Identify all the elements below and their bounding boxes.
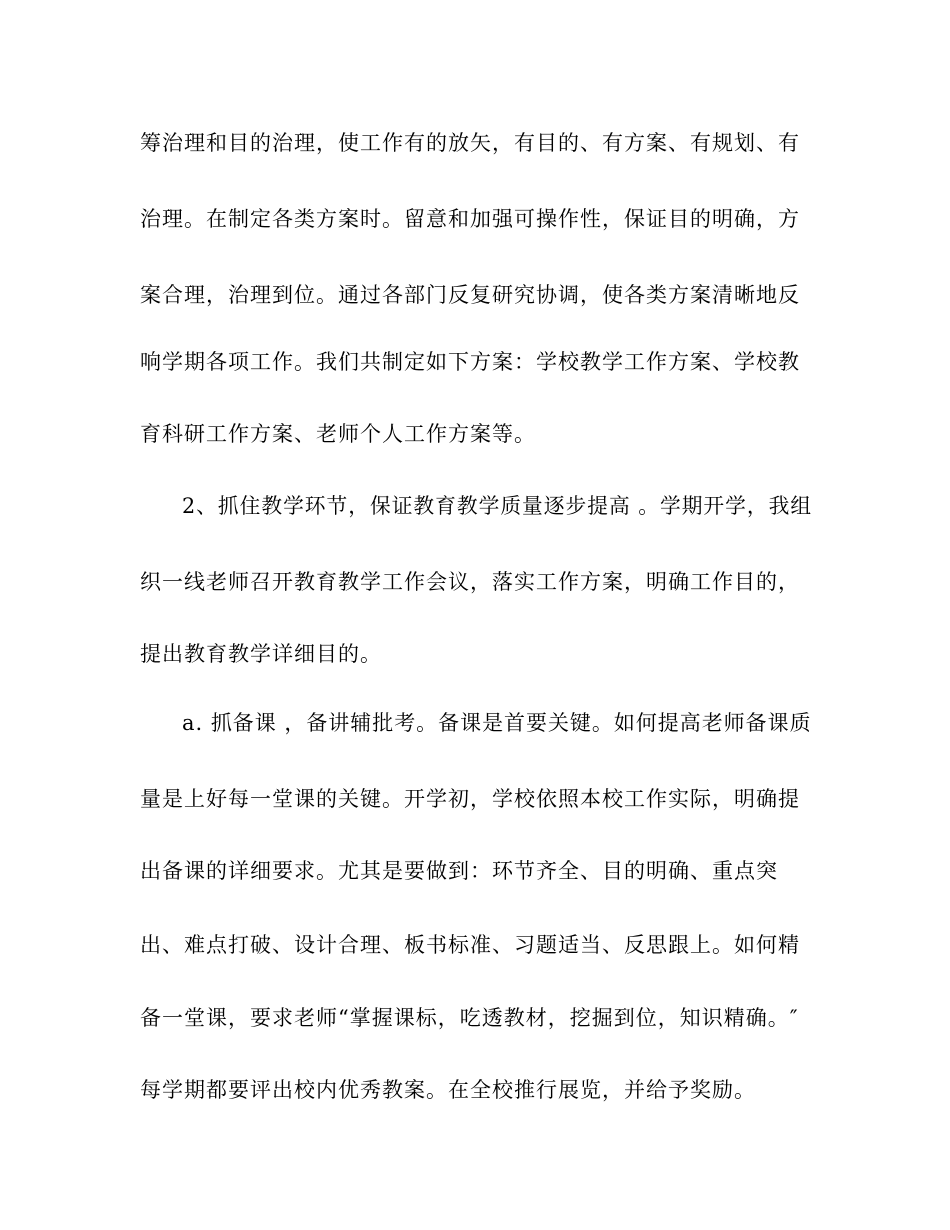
text-line-12: 出、难点打破、设计合理、板书标准、习题适当、反思跟上。如何精	[140, 933, 800, 957]
text-line-9-indented: a. 抓备课 ，备讲辅批考。备课是首要关键。如何提高老师备课质	[182, 711, 812, 735]
text-line-11: 出备课的详细要求。尤其是要做到：环节齐全、目的明确、重点突	[140, 859, 778, 883]
text-line-4: 响学期各项工作。我们共制定如下方案：学校教学工作方案、学校教	[140, 350, 800, 374]
text-line-14: 每学期都要评出校内优秀教案。在全校推行展览，并给予奖励。	[140, 1078, 756, 1102]
text-line-3: 案合理，治理到位。通过各部门反复研究协调，使各类方案清晰地反	[140, 283, 800, 307]
text-line-2: 治理。在制定各类方案时。留意和加强可操作性，保证目的明确，方	[140, 207, 800, 231]
text-line-6-indented: 2、抓住教学环节，保证教育教学质量逐步提高 。学期开学，我组	[182, 494, 813, 518]
text-line-7: 织一线老师召开教育教学工作会议，落实工作方案，明确工作目的，	[140, 570, 800, 594]
text-line-10: 量是上好每一堂课的关键。开学初，学校依照本校工作实际，明确提	[140, 787, 800, 811]
text-line-8: 提出教育教学详细目的。	[140, 642, 382, 666]
text-line-5: 育科研工作方案、老师个人工作方案等。	[140, 422, 536, 446]
text-line-1: 筹治理和目的治理，使工作有的放矢，有目的、有方案、有规划、有	[140, 131, 800, 155]
text-line-13: 备一堂课，要求老师“掌握课标，吃透教材，挖掘到位，知识精确。″	[140, 1006, 799, 1030]
